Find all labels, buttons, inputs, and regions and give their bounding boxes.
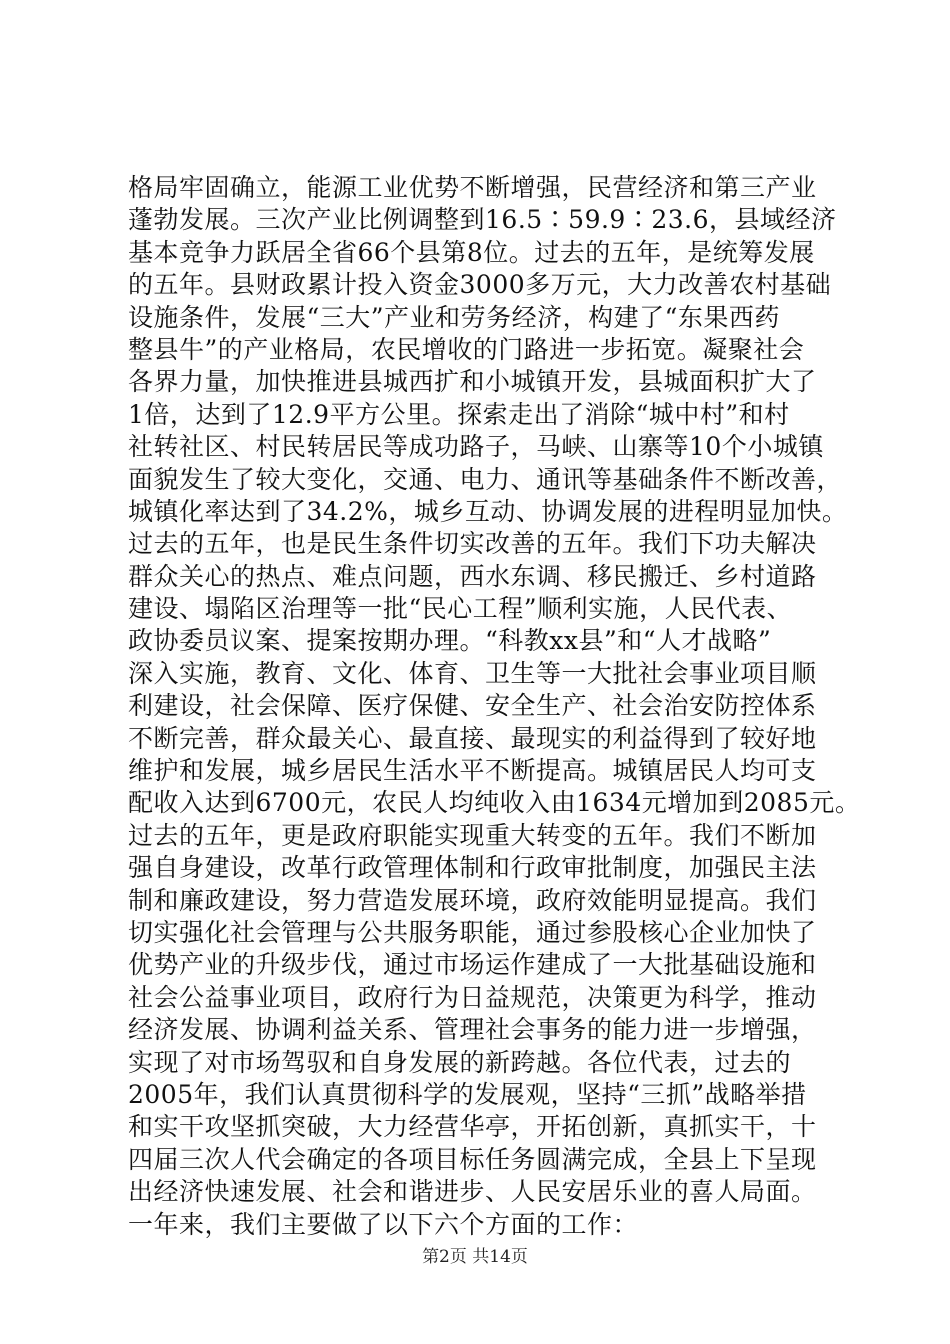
text-line: 设施条件，发展“三大”产业和劳务经济，构建了“东果西药 <box>128 302 780 332</box>
text-line: 过去的五年，更是政府职能实现重大转变的五年。我们不断加 <box>128 820 817 850</box>
text-line: 优势产业的升级步伐，通过市场运作建成了一大批基础设施和 <box>128 950 817 980</box>
text-line: 的五年。县财政累计投入资金3000多万元，大力改善农村基础 <box>128 270 832 300</box>
text-line: 面貌发生了较大变化，交通、电力、通讯等基础条件不断改善， <box>128 464 843 494</box>
text-line: 社会公益事业项目，政府行为日益规范，决策更为科学，推动 <box>128 982 817 1012</box>
text-line: 城镇化率达到了34.2%，城乡互动、协调发展的进程明显加快。 <box>128 496 848 526</box>
text-line: 蓬勃发展。三次产业比例调整到16.5∶59.9∶23.6，县域经济 <box>128 205 837 235</box>
text-line: 深入实施，教育、文化、体育、卫生等一大批社会事业项目顺 <box>128 658 817 688</box>
text-line: 各界力量，加快推进县城西扩和小城镇开发，县城面积扩大了 <box>128 367 817 397</box>
text-line: 制和廉政建设，努力营造发展环境，政府效能明显提高。我们 <box>128 885 817 915</box>
text-line: 政协委员议案、提案按期办理。“科教xx县”和“人才战略” <box>128 626 772 656</box>
text-line: 整县牛”的产业格局，农民增收的门路进一步拓宽。凝聚社会 <box>128 334 805 364</box>
text-line: 利建设，社会保障、医疗保健、安全生产、社会治安防控体系 <box>128 691 817 721</box>
text-line: 不断完善，群众最关心、最直接、最现实的利益得到了较好地 <box>128 723 817 753</box>
text-line: 建设、塌陷区治理等一批“民心工程”顺利实施，人民代表、 <box>128 594 793 624</box>
body-paragraph <box>128 172 861 1241</box>
text-line: 1倍，达到了12.9平方公里。探索走出了消除“城中村”和村 <box>128 399 790 429</box>
text-line: 群众关心的热点、难点问题，西水东调、移民搬迁、乡村道路 <box>128 561 817 591</box>
text-line: 实现了对市场驾驭和自身发展的新跨越。各位代表，过去的 <box>128 1047 792 1077</box>
page-number-footer: 第2页 共14页 <box>422 1247 528 1267</box>
text-line: 出经济快速发展、社会和谐进步、人民安居乐业的喜人局面。 <box>128 1177 817 1207</box>
text-line: 过去的五年，也是民生条件切实改善的五年。我们下功夫解决 <box>128 529 817 559</box>
text-line: 经济发展、协调利益关系、管理社会事务的能力进一步增强， <box>128 1015 817 1045</box>
text-line: 切实强化社会管理与公共服务职能，通过参股核心企业加快了 <box>128 917 817 947</box>
text-line: 配收入达到6700元，农民人均纯收入由1634元增加到2085元。 <box>128 788 861 818</box>
text-line: 和实干攻坚抓突破，大力经营华亭，开拓创新，真抓实干，十 <box>128 1112 817 1142</box>
text-line: 社转社区、村民转居民等成功路子，马峡、山寨等10个小城镇 <box>128 432 824 462</box>
text-line: 一年来，我们主要做了以下六个方面的工作： <box>128 1209 639 1239</box>
text-line: 维护和发展，城乡居民生活水平不断提高。城镇居民人均可支 <box>128 756 817 786</box>
text-line: 基本竞争力跃居全省66个县第8位。过去的五年，是统筹发展 <box>128 237 815 267</box>
text-line: 强自身建设，改革行政管理体制和行政审批制度，加强民主法 <box>128 853 817 883</box>
text-line: 四届三次人代会确定的各项目标任务圆满完成，全县上下呈现 <box>128 1144 817 1174</box>
text-line: 2005年，我们认真贯彻科学的发展观，坚持“三抓”战略举措 <box>128 1079 807 1109</box>
text-line: 格局牢固确立，能源工业优势不断增强，民营经济和第三产业 <box>128 173 817 202</box>
